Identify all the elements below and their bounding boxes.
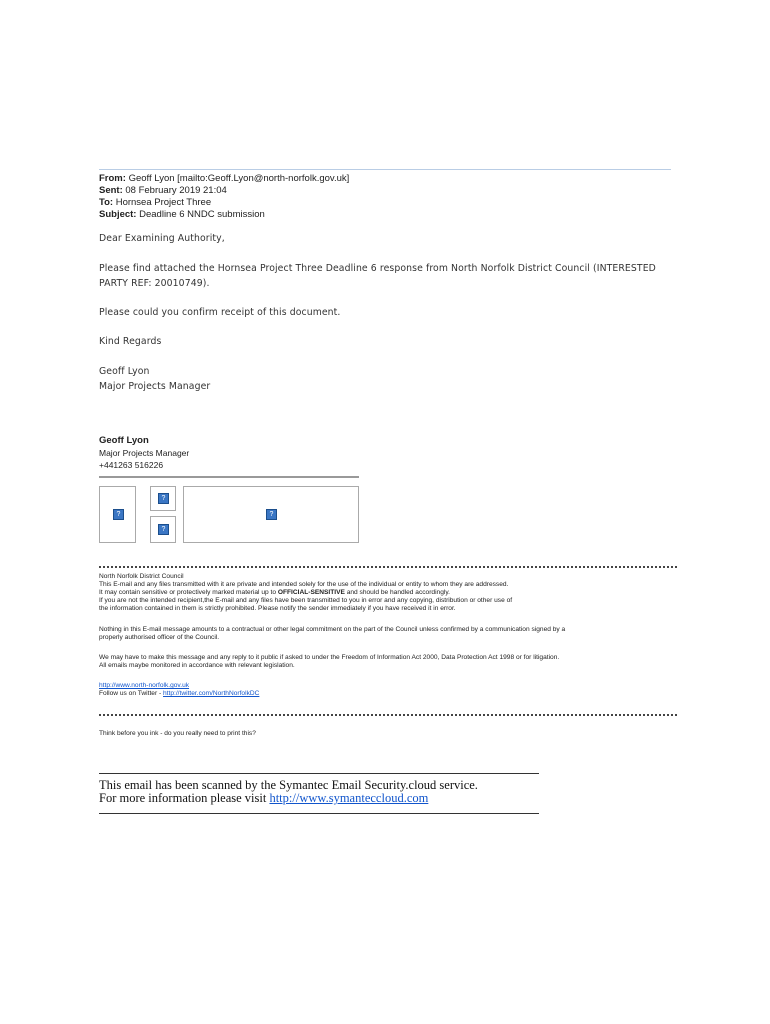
- twitter-row: [99, 690, 679, 698]
- disclaimer-links: [99, 682, 679, 698]
- symantec-link[interactable]: http://www.symanteccloud.com: [269, 791, 429, 805]
- subject-label: Subject:: [99, 209, 137, 220]
- broken-image-icon: ?: [158, 524, 169, 535]
- sign-off-name: Geoff Lyon: [99, 366, 150, 377]
- classification-label: OFFICIAL-SENSITIVE: [277, 589, 345, 596]
- from-label: From:: [99, 173, 126, 184]
- disclaimer-line: [99, 589, 679, 597]
- disclaimer-legal: [99, 626, 679, 642]
- disclaimer-line: Nothing in this E-mail message amounts to a contractual or other legal commitment on the part of the Council unless confirmed by a communication signed by a: [99, 626, 566, 633]
- signature-title: Major Projects Manager: [99, 448, 190, 458]
- symantec-rule-top: [99, 773, 539, 774]
- banner-logo-box: [99, 486, 136, 543]
- council-website-link[interactable]: http://www.north-norfolk.gov.uk: [99, 682, 190, 689]
- disclaimer-divider-top: [99, 566, 677, 568]
- signature-banner: [99, 476, 359, 544]
- print-note: Think before you ink - do you really need to print this?: [99, 730, 256, 737]
- broken-image-icon: ?: [266, 509, 277, 520]
- disclaimer-text: and should be handled accordingly.: [344, 589, 450, 596]
- disclaimer-line: If you are not the intended recipient,the E-mail and any files have been transmitted to you in error and any copying, distribution or other use of: [99, 597, 513, 604]
- symantec-text: For more information please visit: [99, 791, 270, 805]
- greeting: Dear Examining Authority,: [99, 233, 225, 244]
- disclaimer-divider-bottom: [99, 714, 677, 716]
- disclaimer-line: We may have to make this message and any reply to it public if asked to under the Freedom of Information Act 2000, Data Protection Act 1998 or for litigation.: [99, 654, 560, 661]
- twitter-link[interactable]: http://twitter.com/NorthNorfolkDC: [163, 690, 260, 697]
- disclaimer-line: the information contained in them is strictly prohibited. Please notify the sender immediately if you have received it in error.: [99, 605, 456, 612]
- disclaimer-foi: [99, 654, 679, 670]
- signature-name: Geoff Lyon: [99, 435, 149, 446]
- signature-phone: +441263 516226: [99, 460, 164, 470]
- disclaimer-text: It may contain sensitive or protectively marked material up to: [99, 589, 278, 596]
- broken-image-icon: ?: [158, 493, 169, 504]
- disclaimer-line: This E-mail and any files transmitted with it are private and intended solely for the use of the individual or entity to whom they are addressed.: [99, 581, 509, 588]
- disclaimer-line: All emails maybe monitored in accordance with relevant legislation.: [99, 662, 295, 669]
- banner-icon-box-bottom: [150, 516, 176, 543]
- sign-off-title: Major Projects Manager: [99, 381, 211, 392]
- email-header: [99, 173, 349, 221]
- symantec-line-1: This email has been scanned by the Symantec Email Security.cloud service.: [99, 778, 478, 792]
- twitter-label: Follow us on Twitter -: [99, 690, 164, 697]
- broken-image-icon: ?: [113, 509, 124, 520]
- symantec-line-2: [99, 791, 428, 805]
- banner-image-box: [183, 486, 359, 543]
- subject-value: Deadline 6 NNDC submission: [139, 209, 265, 220]
- subject-row: [99, 209, 349, 221]
- body-paragraph-1-line-2: PARTY REF: 20010749).: [99, 278, 210, 289]
- disclaimer-org: North Norfolk District Council: [99, 573, 184, 580]
- sent-label: Sent:: [99, 185, 123, 196]
- from-row: [99, 173, 349, 185]
- sent-row: [99, 185, 349, 197]
- body-paragraph-1: [99, 261, 656, 291]
- banner-icon-box-top: [150, 486, 176, 511]
- sent-value: 08 February 2019 21:04: [125, 185, 227, 196]
- sign-off: [99, 364, 210, 394]
- disclaimer-block: [99, 573, 679, 613]
- header-divider: [99, 169, 671, 170]
- body-paragraph-1-line-1: Please find attached the Hornsea Project Three Deadline 6 response from North Norfolk District Council (INTERESTED: [99, 263, 656, 274]
- disclaimer-line: properly authorised officer of the Council.: [99, 634, 220, 641]
- to-label: To:: [99, 197, 114, 208]
- to-value: Hornsea Project Three: [115, 197, 212, 208]
- to-row: [99, 197, 349, 209]
- closing: Kind Regards: [99, 336, 162, 347]
- from-value: Geoff Lyon [mailto:Geoff.Lyon@north-norfolk.gov.uk]: [128, 173, 350, 184]
- body-paragraph-2: Please could you confirm receipt of this document.: [99, 307, 341, 318]
- symantec-rule-bottom: [99, 813, 539, 814]
